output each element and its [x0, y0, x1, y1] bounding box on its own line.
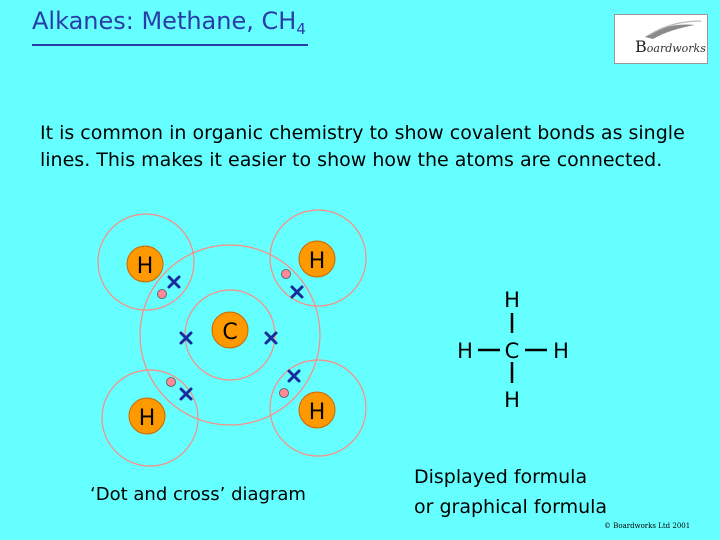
electron-dot — [280, 389, 289, 398]
formula-c-center: C — [504, 339, 520, 363]
hydrogen-label-top-left: H — [136, 254, 154, 279]
electron-dot — [158, 290, 167, 299]
copyright-notice: © Boardworks Ltd 2001 — [604, 522, 691, 530]
carbon-label: C — [222, 320, 238, 345]
hydrogen-label-bottom-right: H — [308, 400, 326, 425]
caption-line-2: or graphical formula — [414, 496, 608, 518]
hydrogen-label-bottom-left: H — [138, 406, 156, 431]
electron-cross — [169, 277, 179, 287]
boardworks-logo: Boardworks — [614, 14, 708, 64]
slide-title: Alkanes: Methane, $CH_4$ — [32, 6, 308, 46]
formula-h-bottom: H — [504, 388, 520, 412]
caption-line-1: Displayed formula — [414, 466, 588, 488]
formula-h-right: H — [553, 339, 569, 363]
displayed-formula-caption — [414, 462, 674, 522]
dot-cross-caption: ‘Dot and cross’ diagram — [90, 484, 306, 505]
formula-h-top: H — [504, 288, 520, 312]
electron-dot — [167, 378, 176, 387]
intro-paragraph: It is common in organic chemistry to show covalent bonds as single lines. This makes it easier to show how the atoms are connected. — [40, 122, 685, 171]
hydrogen-label-top-right: H — [308, 249, 326, 274]
electron-cross — [292, 287, 302, 297]
formula-h-left: H — [457, 339, 473, 363]
electron-cross — [289, 371, 299, 381]
electron-cross — [181, 389, 191, 399]
electron-dot — [282, 270, 291, 279]
